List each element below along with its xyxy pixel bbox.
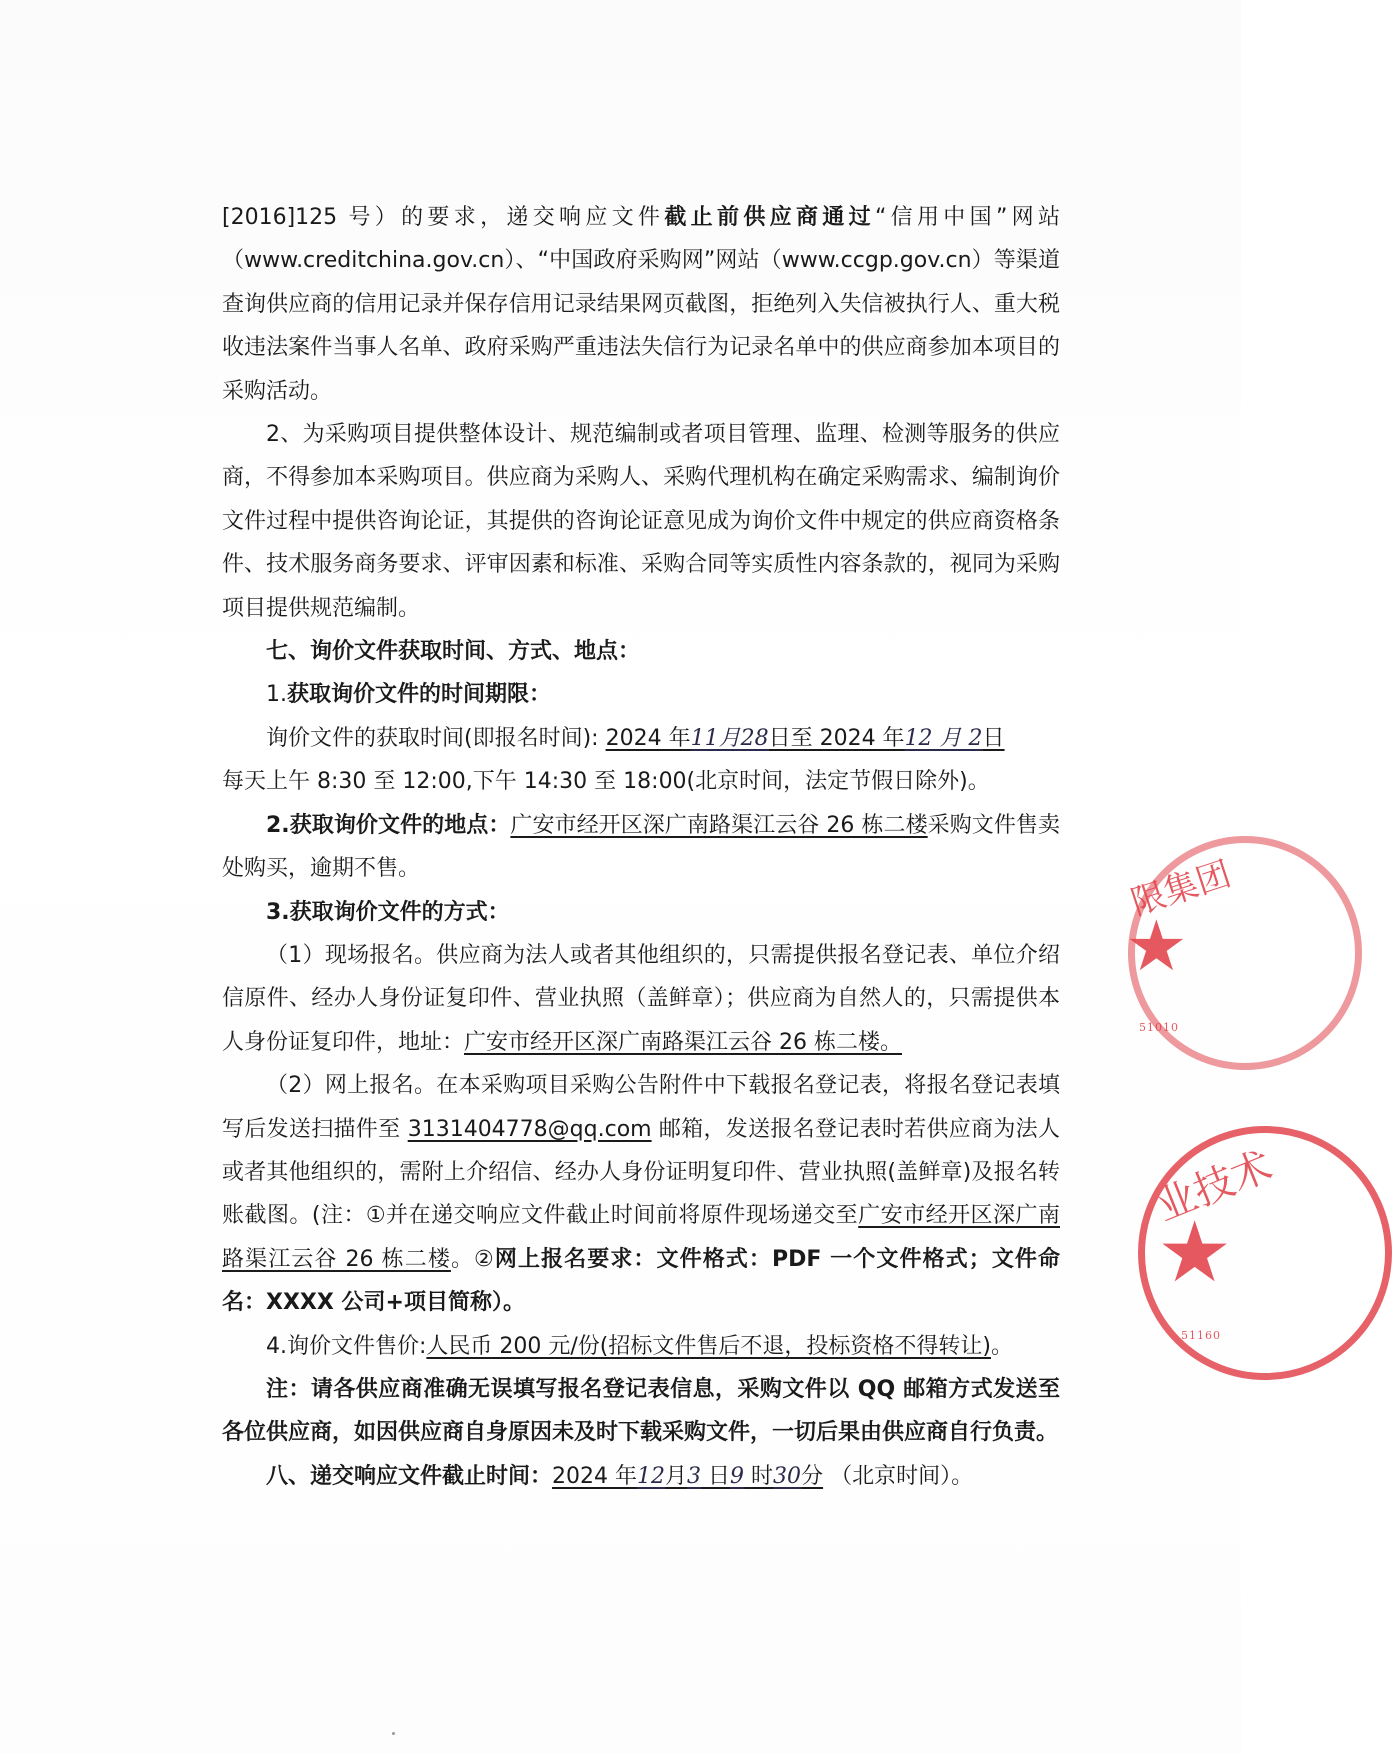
section-7-title: 七、询价文件获取时间、方式、地点： bbox=[266, 639, 641, 665]
seal-upper-number: 51010 bbox=[1139, 1021, 1179, 1034]
s7-1-label: 1. bbox=[266, 682, 287, 708]
seal-upper-star-icon: ★ bbox=[1125, 905, 1188, 987]
s8-tail: （北京时间）。 bbox=[830, 1463, 974, 1489]
seal-lower-star-icon: ★ bbox=[1157, 1203, 1233, 1301]
section-7-1-hours: 每天上午 8:30 至 12:00,下午 14:30 至 18:00(北京时间，法定节假日除外)。 bbox=[222, 769, 990, 795]
period-year-2: 日至 2024 年 bbox=[768, 725, 905, 751]
online-text-a: （2）网上报名。在本采购项目采购公告附件中下载报名登记表，将报名登记表填写后发送扫描件至 bbox=[222, 1073, 1060, 1142]
handwritten-minute: 30 bbox=[773, 1463, 802, 1489]
price-value: 人民币 200 元/份(招标文件售后不退，投标资格不得转让) bbox=[426, 1333, 991, 1359]
s8-year: 2024 年 bbox=[552, 1463, 637, 1489]
paragraph-credit-check bbox=[222, 196, 1060, 413]
section-8-deadline bbox=[222, 1455, 1060, 1498]
note-paragraph: 注：请各供应商准确无误填写报名登记表信息，采购文件以 QQ 邮箱方式发送至各位供应商，如因供应商自身原因未及时下载采购文件，一切后果由供应商自行负责。 bbox=[222, 1376, 1060, 1446]
online-text-b: 邮箱，发送报名登记表时若供应商为法人或者其他组织的，需附上介绍信、经办人身份证明复印件、营业执照(盖鲜章)及报名转账截图。(注：①并在递交响应文件截止时间前将原件现场递交至 bbox=[222, 1116, 1060, 1229]
period-day-suffix: 日 bbox=[982, 725, 1005, 751]
handwritten-month: 12 bbox=[637, 1463, 665, 1489]
handwritten-start-date: 11月28 bbox=[690, 725, 769, 751]
price-label: 4.询价文件售价: bbox=[266, 1333, 427, 1359]
document-body bbox=[222, 196, 1060, 1498]
s8-deadline-value bbox=[552, 1464, 823, 1489]
p1-text-bold: 截止前供应商通过 bbox=[664, 205, 875, 230]
s7-2-address: 广安市经开区深广南路渠江云谷 26 栋二楼 bbox=[510, 812, 928, 838]
onsite-address: 广安市经开区深广南路渠江云谷 26 栋二楼。 bbox=[464, 1029, 902, 1055]
section-7-3-online bbox=[222, 1064, 1060, 1324]
period-year-1: 2024 年 bbox=[605, 725, 691, 751]
online-text-c: 。② bbox=[450, 1246, 495, 1272]
p1-text-c: “信用中国”网站（www.creditchina.gov.cn）、“中国政府采购网”网站（www.ccgp.gov.cn）等渠道查询供应商的信用记录并保存信用记录结果网页截图，拒绝列入失信被执行人、重大税收违法案件当事人名单、政府采购严重违法失信行为记录名单中的供应商参加本项目的采购活动。 bbox=[222, 205, 1060, 404]
section-7-3-onsite bbox=[222, 934, 1060, 1064]
period-dates bbox=[606, 726, 1005, 751]
scan-speck bbox=[392, 1732, 395, 1735]
s8-minute-label: 分 bbox=[801, 1463, 824, 1489]
s8-day-label: 日 bbox=[708, 1463, 731, 1489]
s8-hour-label: 时 bbox=[751, 1463, 774, 1489]
seal-lower-number: 51160 bbox=[1181, 1329, 1221, 1342]
s8-title: 八、递交响应文件截止时间： bbox=[266, 1463, 553, 1489]
section-7-1-title bbox=[222, 673, 1060, 716]
onsite-text: （1）现场报名。供应商为法人或者其他组织的，只需提供报名登记表、单位介绍信原件、经办人身份证复印件、营业执照（盖鲜章）；供应商为自然人的，只需提供本人身份证复印件，地址： bbox=[222, 942, 1060, 1055]
handwritten-end-date: 12 月 2 bbox=[904, 725, 983, 751]
s8-month-label: 月 bbox=[665, 1463, 688, 1489]
company-seal-lower bbox=[1138, 1126, 1392, 1380]
s7-1-title-text: 获取询价文件的时间期限： bbox=[287, 682, 552, 708]
period-prefix: 询价文件的获取时间(即报名时间): bbox=[266, 725, 599, 751]
online-requirements: 网上报名要求：文件格式：PDF 一个文件格式；文件命名：XXXX 公司+项目简称）。 bbox=[222, 1246, 1061, 1316]
s7-2-title: 2.获取询价文件的地点： bbox=[266, 812, 511, 838]
s7-2-rest: 采购文件售卖处购买，逾期不售。 bbox=[222, 812, 1060, 882]
price-end: 。 bbox=[990, 1333, 1013, 1359]
section-7-1-period bbox=[222, 717, 1060, 760]
section-7-3-title: 3.获取询价文件的方式： bbox=[266, 899, 510, 925]
online-email: 3131404778@qq.com bbox=[407, 1116, 652, 1142]
online-address: 广安市经开区深广南路渠江云谷 26 栋二楼 bbox=[222, 1203, 1060, 1272]
handwritten-hour: 9 bbox=[730, 1463, 745, 1489]
section-7-4-price bbox=[222, 1325, 1060, 1368]
seal-upper-text: 限集团 bbox=[1126, 854, 1236, 924]
handwritten-day: 3 bbox=[687, 1463, 702, 1489]
section-7-2-location bbox=[222, 804, 1060, 891]
p1-text-a: [2016]125 号）的要求，递交响应文件 bbox=[222, 205, 665, 230]
seal-lower-text: 业技术 bbox=[1150, 1142, 1279, 1231]
company-seal-upper bbox=[1125, 836, 1362, 1070]
paragraph-design-restriction: 2、为采购项目提供整体设计、规范编制或者项目管理、监理、检测等服务的供应商，不得参加本采购项目。供应商为采购人、采购代理机构在确定采购需求、编制询价文件过程中提供咨询论证，其提供的咨询论证意见成为询价文件中规定的供应商资格条件、技术服务商务要求、评审因素和标准、采购合同等实质性内容条款的，视同为采购项目提供规范编制。 bbox=[222, 422, 1060, 621]
